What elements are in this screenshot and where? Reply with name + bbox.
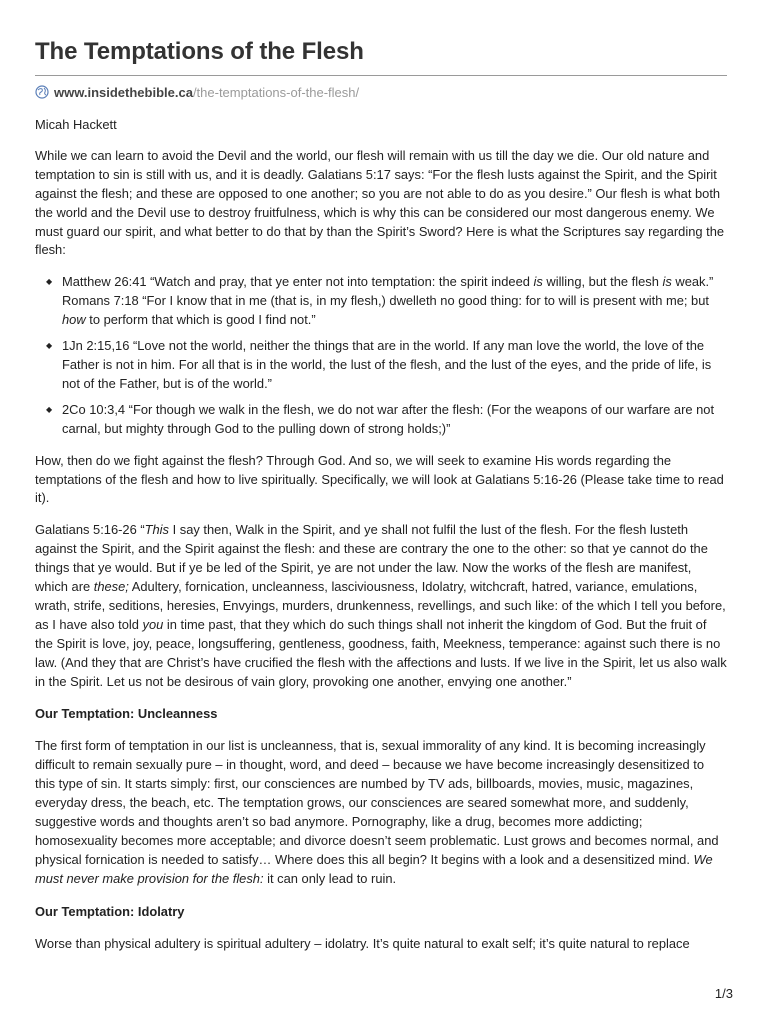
transition-paragraph: How, then do we fight against the flesh? Through God. And so, we will seek to examine His words regarding the temptations of the flesh and how to live spiritually. Specifically, we will look at Galatians 5:16-26 (Please take time to read it). (35, 452, 724, 506)
source-url[interactable] (35, 82, 727, 102)
section-heading-uncleanness: Our Temptation: Uncleanness (35, 706, 218, 722)
bullet-icon: ◆ (46, 404, 53, 414)
page-number: 1/3 (714, 986, 733, 1001)
section-heading-idolatry: Our Temptation: Idolatry (35, 903, 185, 919)
intro-paragraph: While we can learn to avoid the Devil and the world, our flesh will remain with us till the day we die. Our old nature and temptation to sin is still with us, and it is deadly. Galatians 5:17 says: “For the flesh lusts against the Spirit, and the Spirit against the flesh; and these are opposed to one another; so you are not able to do as you desire.” Our flesh is what both the world and the Devil use to destroy fruitfulness, which is why this can be considered our most dangerous enemy. We must guard our spirit, and what better to do that by than the Spirit’s Sword? Here is what the Scriptures say regarding the flesh: (35, 147, 725, 258)
globe-icon (35, 85, 49, 99)
verse-list (35, 273, 727, 438)
idolatry-paragraph: Worse than physical adultery is spiritual adultery – idolatry. It’s quite natural to exalt self; it’s quite natural to replace (35, 935, 690, 951)
bullet-icon: ◆ (46, 341, 53, 351)
list-item: ◆ 1Jn 2:15,16 “Love not the world, neither the things that are in the world. If any man love the world, the love of the Father is not in him. For all that is in the world, the lust of the flesh, and the lust of the eyes, and the pride of life, is not of the Father, but is of the world.” (46, 338, 712, 391)
author-name: Micah Hackett (35, 117, 117, 132)
url-path[interactable]: /the-temptations-of-the-flesh/ (192, 84, 360, 100)
article-body (35, 116, 727, 953)
list-item: ◆ Matthew 26:41 “Watch and pray, that ye enter not into temptation: the spirit indeed is willing, but the flesh is weak.” Romans 7:18 “For I know that in me (that is, in my flesh,) dwelleth no good thing: for to will is present with me; but how to perform that which is good I find not.” (46, 274, 714, 328)
title-divider (35, 75, 727, 76)
uncleanness-paragraph: The first form of temptation in our list is uncleanness, that is, sexual immorality of any kind. It is becoming increasingly difficult to remain sexually pure – in thought, word, and deed – because we have become increasingly desensitized to this type of sin. It starts simply: first, our consciences are numbed by TV ads, billboards, movies, music, magazines, everyday dress, the beach, etc. The temptation grows, our consciences are seared somewhat more, and suddenly, suggestive words and thoughts aren’t so bad anymore. Pornography, like a drug, becomes more addicting; homosexuality becomes more acceptable; and divorce doesn’t seem problematic. Lust grows and becomes normal, and physical fornication is needed to satisfy… Where does this all begin? It begins with a look and a desensitized mind. We must never make provision for the flesh: it can only lead to ruin. (35, 738, 719, 886)
bullet-icon: ◆ (46, 277, 53, 287)
page-title: The Temptations of the Flesh (35, 38, 364, 65)
list-item: ◆ 2Co 10:3,4 “For though we walk in the flesh, we do not war after the flesh: (For the weapons of our warfare are not carnal, but mighty through God to the pulling down of strong holds;)” (46, 401, 715, 436)
galatians-paragraph: Galatians 5:16-26 “This I say then, Walk in the Spirit, and ye shall not fulfil the lust of the flesh. For the flesh lusteth against the Spirit, and the Spirit against the flesh: and these are contrary the one to the other: so that ye cannot do the things that ye would. But if ye be led of the Spirit, ye are not under the law. Now the works of the flesh are manifest, which are these; Adultery, fornication, uncleanness, lasciviousness, Idolatry, witchcraft, hatred, variance, emulations, wrath, strife, seditions, heresies, Envyings, murders, drunkenness, revellings, and such like: of the which I tell you before, as I have also told you in time past, that they which do such things shall not inherit the kingdom of God. But the fruit of the Spirit is love, joy, peace, longsuffering, gentleness, goodness, faith, Meekness, temperance: against such there is no law. (And they that are Christ’s have crucified the flesh with the affections and lusts. If we live in the Spirit, let us also walk in the Spirit. Let us not be desirous of vain glory, provoking one another, envying one another.” (35, 522, 727, 689)
document-page (35, 36, 727, 953)
url-domain[interactable]: www.insidethebible.ca (54, 84, 193, 100)
